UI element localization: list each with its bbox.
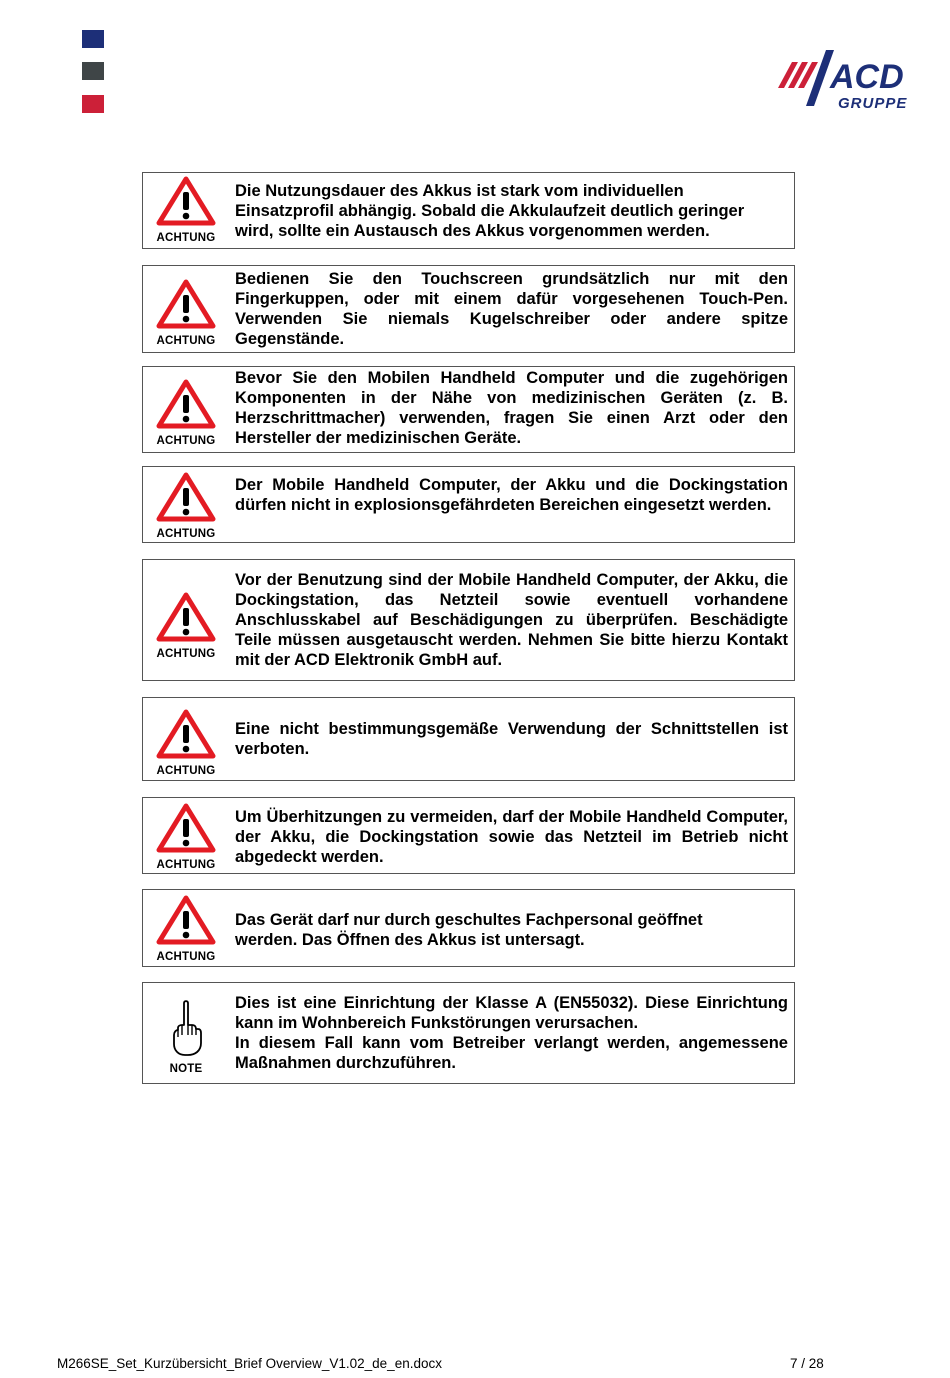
notice-text: Eine nicht bestimmungsgemäße Verwendung der Schnittstellen ist verboten. xyxy=(235,720,788,758)
notice-icon-column xyxy=(143,698,229,780)
note-box xyxy=(142,982,795,1084)
acd-gruppe-logo xyxy=(766,48,918,112)
notice-box xyxy=(142,366,795,453)
notice-box xyxy=(142,466,795,543)
notice-icon-column xyxy=(143,890,229,966)
notice-label: ACHTUNG xyxy=(156,434,216,447)
brand-square-gray xyxy=(82,62,104,80)
warning-triangle-icon xyxy=(156,279,216,329)
footer-filename: M266SE_Set_Kurzübersicht_Brief Overview_V1.02_de_en.docx xyxy=(57,1356,442,1371)
notice-label: ACHTUNG xyxy=(156,951,216,963)
footer-page-number: 7 / 28 xyxy=(790,1356,824,1371)
notice-box xyxy=(142,889,795,967)
notice-icon-column xyxy=(143,798,229,873)
notice-label: ACHTUNG xyxy=(156,858,216,871)
pointing-hand-icon xyxy=(169,999,203,1057)
warning-triangle-icon xyxy=(156,709,216,759)
notice-text: Die Nutzungsdauer des Akkus ist stark vom individuellen Einsatzprofil abhängig. Sobald die Akkulaufzeit deutlich geringer wird, sollte ein Austausch des Akkus vorgenommen werden. xyxy=(235,182,745,240)
warning-triangle-icon xyxy=(156,803,216,853)
notice-icon-column xyxy=(143,560,229,680)
notice-icon-column xyxy=(143,467,229,542)
notice-box xyxy=(142,265,795,353)
warning-triangle-icon xyxy=(156,176,216,226)
notice-icon-column xyxy=(143,367,229,452)
notice-box xyxy=(142,697,795,781)
logo-subtext: GRUPPE xyxy=(838,95,908,112)
notice-text: Vor der Benutzung sind der Mobile Handheld Computer, der Akku, die Dockingstation, das Netzteil sowie eventuell vorhandene Anschlusskabel auf Beschädigungen zu überprüfen. Beschädigte Teile müssen ausgetauscht werden. Nehmen Sie bitte hierzu Kontakt mit der ACD Elektronik GmbH auf. xyxy=(235,571,788,669)
notice-text: Bevor Sie den Mobilen Handheld Computer und die zugehörigen Komponenten in der Nähe von medizinischen Geräten (z. B. Herzschrittmacher) verwenden, fragen Sie einen Arzt oder den Hersteller der medizinischen Geräte. xyxy=(235,369,788,447)
notice-label: ACHTUNG xyxy=(156,335,216,347)
notice-box xyxy=(142,797,795,874)
warning-triangle-icon xyxy=(156,592,216,642)
notice-label: ACHTUNG xyxy=(156,765,216,777)
notice-label: ACHTUNG xyxy=(156,231,216,244)
note-label: NOTE xyxy=(169,1063,203,1075)
notice-icon-column xyxy=(143,171,229,248)
note-icon-column xyxy=(143,983,229,1083)
warning-triangle-icon xyxy=(156,895,216,945)
brand-square-red xyxy=(82,95,104,113)
note-text: Dies ist eine Einrichtung der Klasse A (EN55032). Diese Einrichtung kann im Wohnbereich Funkstörungen verursachen. In diesem Fall kann vom Betreiber verlangt werden, angemessene Maßnahmen durchzuführen. xyxy=(235,994,788,1072)
notice-label: ACHTUNG xyxy=(156,648,216,660)
notice-text: Der Mobile Handheld Computer, der Akku und die Dockingstation dürfen nicht in explosionsgefährdeten Bereichen eingesetzt werden. xyxy=(235,476,788,514)
brand-square-navy xyxy=(82,30,104,48)
notice-text: Das Gerät darf nur durch geschultes Fachpersonal geöffnet werden. Das Öffnen des Akkus ist untersagt. xyxy=(235,911,703,949)
notice-text: Um Überhitzungen zu vermeiden, darf der Mobile Handheld Computer, der Akku, die Dockingstation sowie das Netzteil im Betrieb nicht abgedeckt werden. xyxy=(235,808,788,866)
notice-box xyxy=(142,172,795,249)
warning-triangle-icon xyxy=(156,379,216,429)
notice-text: Bedienen Sie den Touchscreen grundsätzlich nur mit den Fingerkuppen, oder mit einem dafür vorgesehenen Touch-Pen. Verwenden Sie niemals Kugelschreiber oder andere spitze Gegenstände. xyxy=(235,270,788,348)
notice-box xyxy=(142,559,795,681)
notice-icon-column xyxy=(143,266,229,352)
logo-text: ACD xyxy=(830,58,904,96)
warning-triangle-icon xyxy=(156,472,216,522)
notice-label: ACHTUNG xyxy=(156,527,216,540)
